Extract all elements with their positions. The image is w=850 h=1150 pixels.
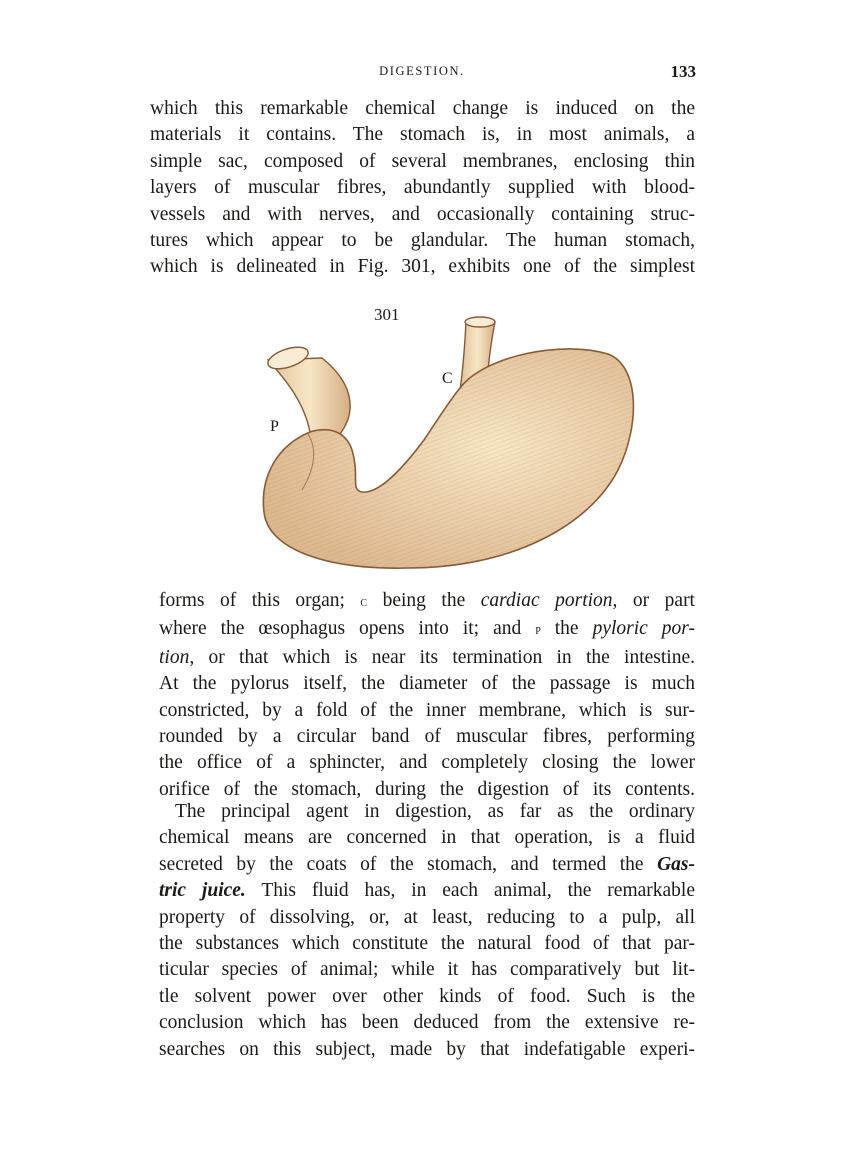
figure-number: 301 (374, 305, 400, 324)
text-line: simple sac, composed of several membranes, enclosing thin (150, 150, 695, 172)
text-line: materials it contains. The stomach is, in most animals, a (150, 124, 695, 146)
text-run: p (535, 623, 541, 639)
text-line: orifice of the stomach, during the digestion of its contents. (159, 778, 695, 800)
text-run: tric juice. (159, 880, 246, 902)
text-run: forms of this organ; (159, 590, 361, 611)
text-run: This fluid has, in each animal, the remarkable (245, 880, 695, 902)
text-line (159, 588, 695, 616)
label-p: P (270, 418, 279, 435)
text-run: c (360, 595, 368, 610)
text-run: Gas- (657, 853, 695, 875)
text-line (159, 645, 695, 671)
text-run: the (540, 618, 593, 640)
text-line: which this remarkable chemical change is induced on the (150, 98, 695, 119)
text-line: conclusion which has been deduced from the extensive re- (159, 1012, 695, 1034)
paragraph-3 (159, 799, 695, 1063)
text-run: cardiac portion, (480, 590, 618, 611)
text-line: ticular species of animal; while it has comparatively but lit- (159, 959, 695, 981)
label-c: C (442, 370, 453, 387)
text-run: being the (367, 590, 481, 611)
text-line: property of dissolving, or, at least, reducing to a pulp, all (159, 906, 695, 928)
text-line: chemical means are concerned in that operation, is a fluid (159, 827, 695, 849)
text-line: tures which appear to be glandular. The human stomach, (150, 230, 695, 252)
text-line: The principal agent in digestion, as far as the ordinary (175, 801, 695, 822)
text-line (159, 878, 695, 904)
stomach-illustration (248, 300, 648, 580)
text-line: vessels and with nerves, and occasionally containing struc- (150, 203, 695, 225)
text-line: the office of a sphincter, and completely closing the lower (159, 752, 695, 774)
text-run: secreted by the coats of the stomach, and termed the (159, 853, 658, 875)
text-run: tion, (159, 646, 195, 668)
text-line: which is delineated in Fig. 301, exhibits one of the simplest (150, 256, 695, 278)
text-run: pyloric por- (592, 618, 695, 640)
text-run: or part (617, 590, 695, 611)
text-line: At the pylorus itself, the diameter of the passage is much (159, 673, 695, 695)
stomach-figure (248, 300, 648, 580)
running-head: DIGESTION. (379, 64, 465, 78)
text-line: constricted, by a fold of the inner membrane, which is sur- (159, 699, 695, 721)
page-number: 133 (670, 62, 696, 81)
text-line: tle solvent power over other kinds of food. Such is the (159, 985, 695, 1007)
page-header (148, 62, 696, 84)
text-run: where the œsophagus opens into it; and (159, 618, 536, 640)
text-line: the substances which constitute the natural food of that par- (159, 933, 695, 955)
text-line (159, 852, 695, 878)
text-line: searches on this subject, made by that indefatigable experi- (159, 1038, 695, 1060)
text-line: layers of muscular fibres, abundantly supplied with blood- (150, 177, 695, 199)
text-line: rounded by a circular band of muscular fibres, performing (159, 726, 695, 748)
text-line (159, 616, 695, 644)
paragraph-1 (150, 96, 695, 281)
text-run: or that which is near its termination in the intestine. (194, 646, 695, 668)
paragraph-2 (159, 588, 695, 803)
